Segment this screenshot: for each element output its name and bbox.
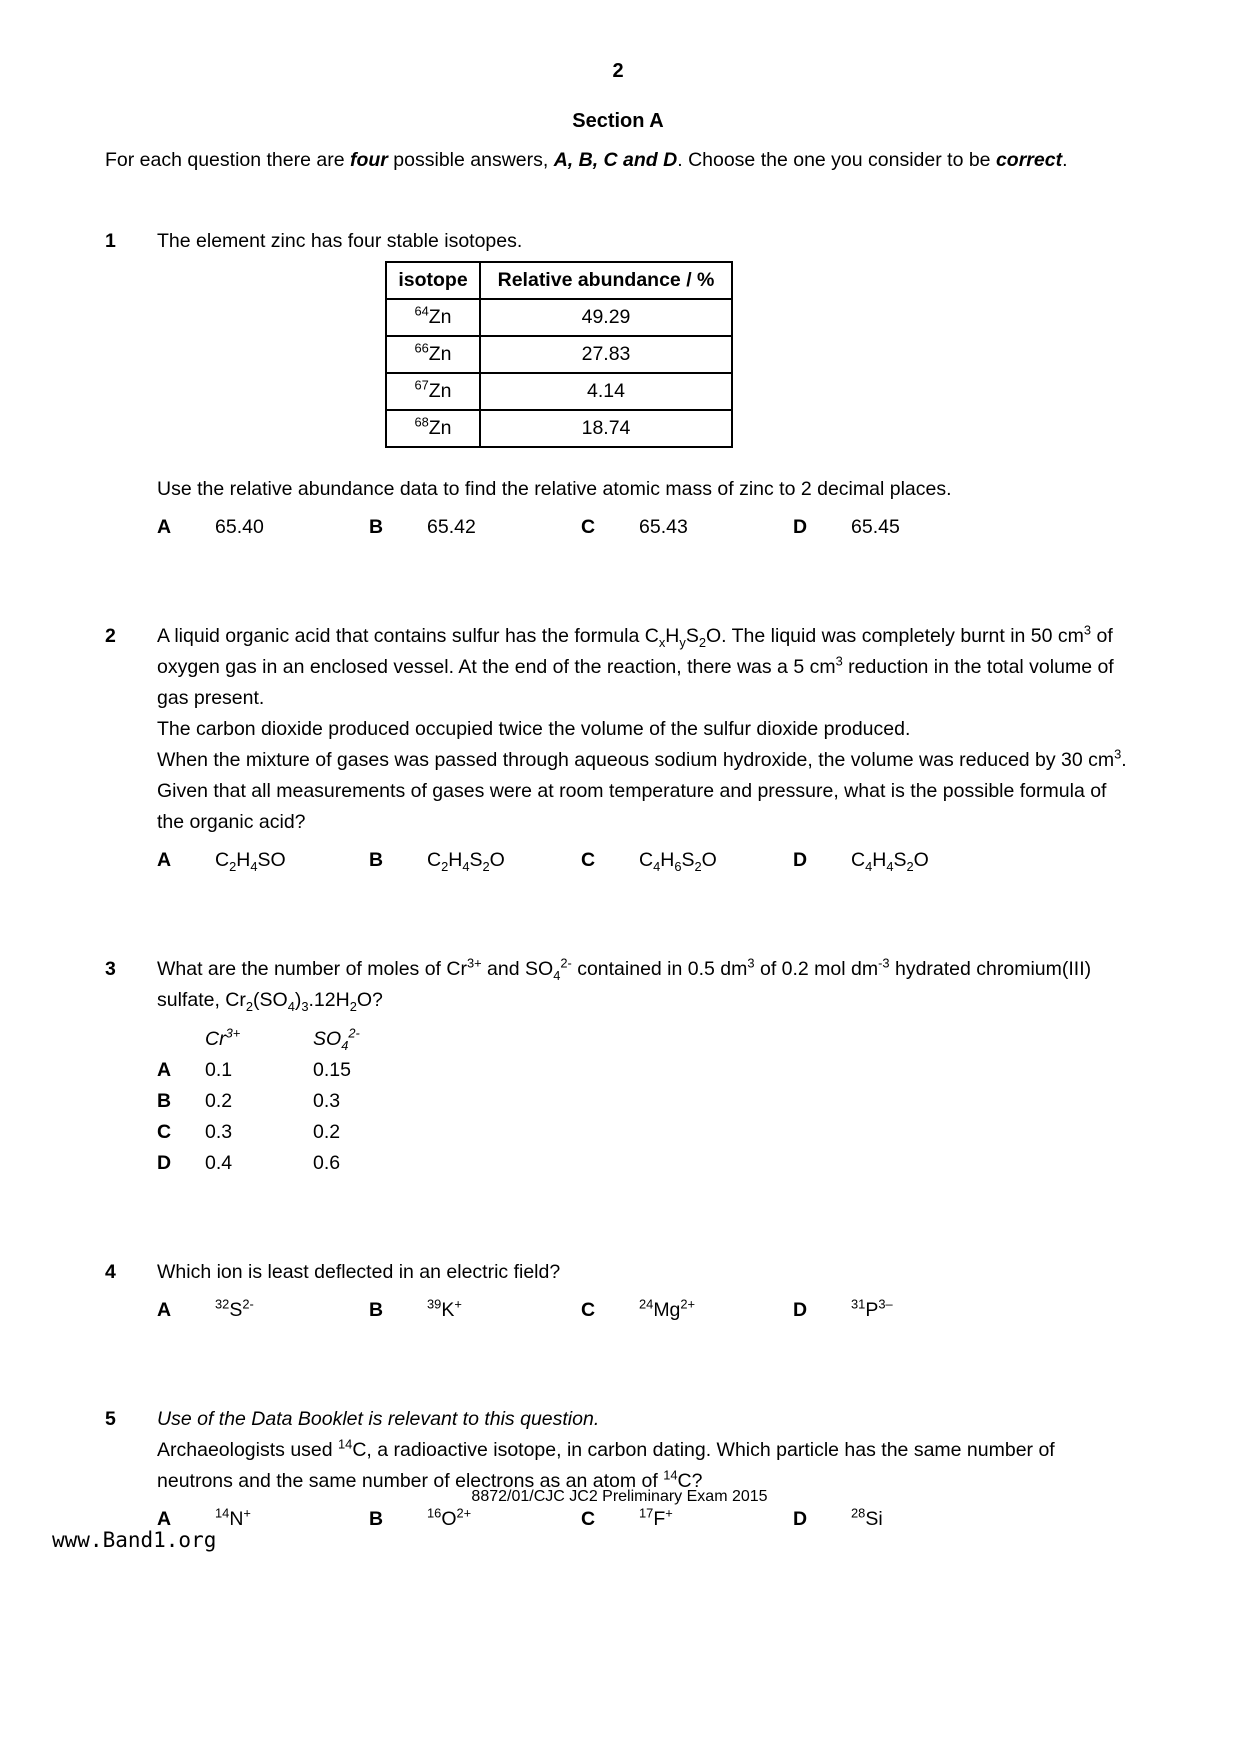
option-label: A [157,849,172,871]
question-2-number: 2 [105,625,116,647]
question-4-stem: Which ion is least deflected in an electric field? [157,1261,561,1283]
question-5-stem: Archaeologists used $^{14}$C, a radioactive isotope, in carbon dating. Which particle has the same number of neutrons and the same number of electrons as an atom of $^{14}$C? [157,1436,1055,1492]
isotope-table-header-isotope: isotope [386,262,480,299]
option-b [369,1504,581,1535]
option-b [369,512,581,543]
option-value: $^{17}$F+ [639,1505,673,1530]
option-value: $C_4H_6S_2O$ [639,849,717,874]
isotope-cell: $^{66}$Zn [386,336,480,373]
option-label: A [157,1299,172,1321]
option-a [157,1295,369,1326]
abundance-cell: 18.74 [480,410,732,447]
choice-grid-header-col1: $Cr^{3+}$ [205,1025,241,1050]
option-label: B [369,516,384,538]
choice-row-c [157,1117,1131,1148]
choice-value-1: 0.4 [205,1152,233,1174]
option-label: B [369,1508,384,1530]
option-a [157,512,369,543]
abundance-cell: 49.29 [480,299,732,336]
isotope-table-row [386,299,732,336]
question-1-number: 1 [105,230,116,252]
question-3 [105,954,1131,1179]
option-label: D [793,516,808,538]
option-label: A [157,1059,172,1081]
choice-grid-header-spacer [157,1024,205,1055]
option-value: $^{31}P^{3-}$ [851,1296,893,1321]
isotope-cell: $^{64}$Zn [386,299,480,336]
choice-value-1: 0.1 [205,1059,233,1081]
question-2 [105,621,1131,876]
question-2-options [157,845,1131,876]
option-value: 65.43 [639,516,688,538]
question-1-stem: The element zinc has four stable isotopes. [157,230,523,252]
question-5-options [157,1504,1131,1535]
isotope-table-header-abundance: Relative abundance / % [480,262,732,299]
choice-value-2: 0.3 [313,1090,341,1112]
option-value: $^{32}S^{2-}$ [215,1296,254,1321]
choice-row-b [157,1086,1131,1117]
option-label: D [793,849,808,871]
isotope-table-row [386,336,732,373]
option-value: $C_2H_4S_2O$ [427,849,505,874]
question-1-body [157,226,1131,543]
option-label: C [581,516,596,538]
section-title: Section A [572,110,664,132]
option-value: 65.42 [427,516,476,538]
option-label: B [369,1299,384,1321]
abundance-cell: 4.14 [480,373,732,410]
question-4-options [157,1295,1131,1326]
option-value: 65.45 [851,516,900,538]
isotope-table-header-row [386,262,732,299]
question-4 [105,1257,1131,1326]
option-d [793,512,900,543]
option-d [793,845,929,876]
option-value: $^{28}$Si [851,1505,883,1530]
question-2-paragraph-2: The carbon dioxide produced occupied twice the volume of the sulfur dioxide produced. [157,718,911,740]
question-4-body [157,1257,1131,1326]
option-c [581,845,793,876]
option-label: C [581,1299,596,1321]
abundance-cell: 27.83 [480,336,732,373]
option-b [369,1295,581,1326]
section-intro: For each question there are four possible answers, A, B, C and D. Choose the one you consider to be correct. [105,149,1068,171]
question-2-body [157,621,1131,876]
question-4-number: 4 [105,1261,116,1283]
question-5 [105,1404,1131,1535]
choice-grid-header [157,1024,1131,1055]
option-label: B [369,849,384,871]
question-3-number: 3 [105,958,116,980]
option-value: $^{14}$N+ [215,1505,251,1530]
option-label: C [581,1508,596,1530]
option-label: A [157,516,172,538]
option-b [369,845,581,876]
option-value: $^{24}Mg^{2+}$ [639,1296,696,1321]
isotope-cell: $^{68}$Zn [386,410,480,447]
option-label: C [581,849,596,871]
choice-value-2: 0.2 [313,1121,341,1143]
question-3-body [157,954,1131,1179]
question-3-choice-grid [157,1024,1131,1179]
option-d [793,1504,883,1535]
option-value: $C_2H_4SO$ [215,849,286,874]
page-number: 2 [612,60,624,82]
option-label: D [793,1299,808,1321]
question-1-prompt: Use the relative abundance data to find the relative atomic mass of zinc to 2 decimal places. [157,478,952,500]
question-1 [105,226,1131,543]
choice-row-a [157,1055,1131,1086]
isotope-cell: $^{67}$Zn [386,373,480,410]
question-1-options [157,512,1131,543]
option-label: D [157,1152,172,1174]
option-c [581,512,793,543]
option-label: C [157,1121,172,1143]
question-5-number: 5 [105,1408,116,1430]
option-label: A [157,1508,172,1530]
footer-text: 8872/01/CJC JC2 Preliminary Exam 2015 [471,1488,768,1505]
option-a [157,845,369,876]
question-3-stem: What are the number of moles of $Cr^{3+}$ and $SO_4^{2-}$ contained in 0.5 $dm^3$ of 0.2 mol $dm^{-3}$ hydrated chromium(III) sulfate, $Cr_2(SO_4)_3.12H_2O$? [157,955,1092,1014]
choice-value-1: 0.3 [205,1121,233,1143]
watermark-text: www.Band1.org [52,1528,217,1552]
choice-row-d [157,1148,1131,1179]
option-value: $^{16}O^{2+}$ [427,1505,472,1530]
question-2-paragraph-1: A liquid organic acid that contains sulfur has the formula $C_xH_yS_2O$. The liquid was completely burnt in 50 $cm^3$ of oxygen gas in an enclosed vessel. At the end of the reaction, there was a 5 $cm^3$ reduction in the total volume of gas present. [157,622,1114,709]
question-5-note: Use of the Data Booklet is relevant to this question. [157,1408,600,1430]
question-5-body [157,1404,1131,1535]
choice-value-2: 0.6 [313,1152,341,1174]
option-c [581,1295,793,1326]
option-c [581,1504,793,1535]
question-2-paragraph-3: When the mixture of gases was passed through aqueous sodium hydroxide, the volume was reduced by 30 $cm^3$. Given that all measurements of gases were at room temperature and pressure, what is the possible formula of the organic acid? [157,746,1127,833]
choice-value-1: 0.2 [205,1090,233,1112]
choice-value-2: 0.15 [313,1059,351,1081]
option-label: B [157,1090,172,1112]
isotope-table [385,261,733,448]
option-value: $C_4H_4S_2O$ [851,849,929,874]
isotope-table-row [386,373,732,410]
isotope-table-row [386,410,732,447]
option-value: $^{39}$K+ [427,1296,462,1321]
option-d [793,1295,893,1326]
choice-grid-header-col2: $SO_4^{2-}$ [313,1025,360,1053]
option-value: 65.40 [215,516,264,538]
option-label: D [793,1508,808,1530]
